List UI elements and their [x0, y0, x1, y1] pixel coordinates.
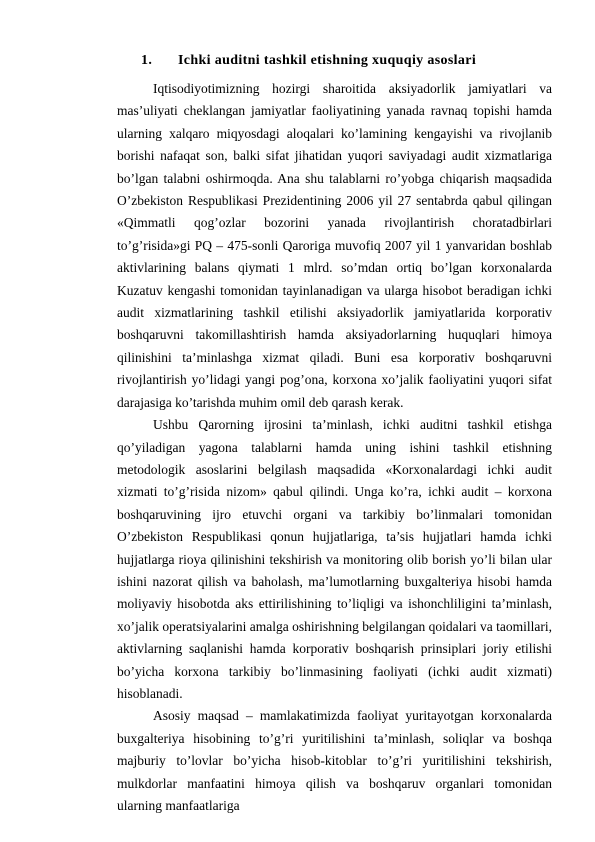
paragraph: Ushbu Qarorning ijrosini ta’minlash, ichki auditni tashkil etishga qo’yiladigan yagona talablarni hamda uning ishini tashkil etishning metodologik asoslarini belgilash maqsadida «Korxonalardagi ichki audit xizmati to’g’risida nizom» qabul qilindi. Unga ko’ra, ichki audit – korxona boshqaruvining ijro etuvchi organi va tarkibiy bo’linmalari tomonidan O’zbekiston Respublikasi qonun hujjatlariga, ta’sis hujjatlari hamda ichki hujjatlarga rioya qilinishini tekshirish va monitoring olib borish yo’li bilan ular ishini nazorat qilish va baholash, ma’lumotlarning buxgalteriya hisobi hamda moliyaviy hisobotda aks ettirilishining to’liqligi va ishonchliligini ta’minlash, xo’jalik operatsiyalarini amalga oshirishning belgilangan qoidalari va taomillari, aktivlarning saqlanishi hamda korporativ boshqarish prinsiplari joriy etilishi bo’yicha korxona tarkibiy bo’linmasining faoliyati (ichki audit xizmati) hisoblanadi.	[117, 417, 552, 701]
section-title: Ichki auditni tashkil etishning xuquqiy asoslari	[178, 53, 477, 68]
body-text	[117, 78, 552, 817]
section-heading	[141, 53, 476, 69]
paragraph: Iqtisodiyotimizning hozirgi sharoitida aksiyadorlik jamiyatlari va mas’uliyati cheklangan jamiyatlar faoliyatining yanada ravnaq topishi hamda ularning xalqaro miqyosdagi aloqalari ko’lamining kengayishi va rivojlanib borishi nafaqat son, balki sifat jihatidan yuqori saviyadagi audit xizmatlariga bo’lgan talabni oshirmoqda. Ana shu talablarni ro’yobga chiqarish maqsadida O’zbekiston Respublikasi Prezidentining 2006 yil 27 sentabrda qabul qilingan «Qimmatli qog’ozlar bozorini yanada rivojlantirish choratadbirlari to’g’risida»gi PQ – 475-sonli Qaroriga muvofiq 2007 yil 1 yanvaridan boshlab aktivlarining balans qiymati 1 mlrd. so’mdan ortiq bo’lgan korxonalarda Kuzatuv kengashi tomonidan tayinlanadigan va ularga hisobot beradigan ichki audit xizmatlarining tashkil etilishi aksiyadorlik jamiyatlarida korporativ boshqaruvni takomillashtirish hamda aksiyadorlarning huquqlari himoya qilinishini ta’minlashga xizmat qiladi. Buni esa korporativ boshqaruvni rivojlantirish yo’lidagi yangi pog’ona, korxona xo’jalik faoliyatini yuqori sifat darajasiga ko’tarishda muhim omil deb qarash kerak.	[117, 81, 552, 410]
section-number: 1.	[141, 53, 153, 68]
paragraph: Asosiy maqsad – mamlakatimizda faoliyat yuritayotgan korxonalarda buxgalteriya hisobining to’g’ri yuritilishini ta’minlash, soliqlar va boshqa majburiy to’lovlar bo’yicha hisob-kitoblar to’g’ri yuritilishini tekshirish, mulkdorlar manfaatini himoya qilish va boshqaruv organlari tomonidan ularning manfaatlariga	[117, 708, 552, 813]
